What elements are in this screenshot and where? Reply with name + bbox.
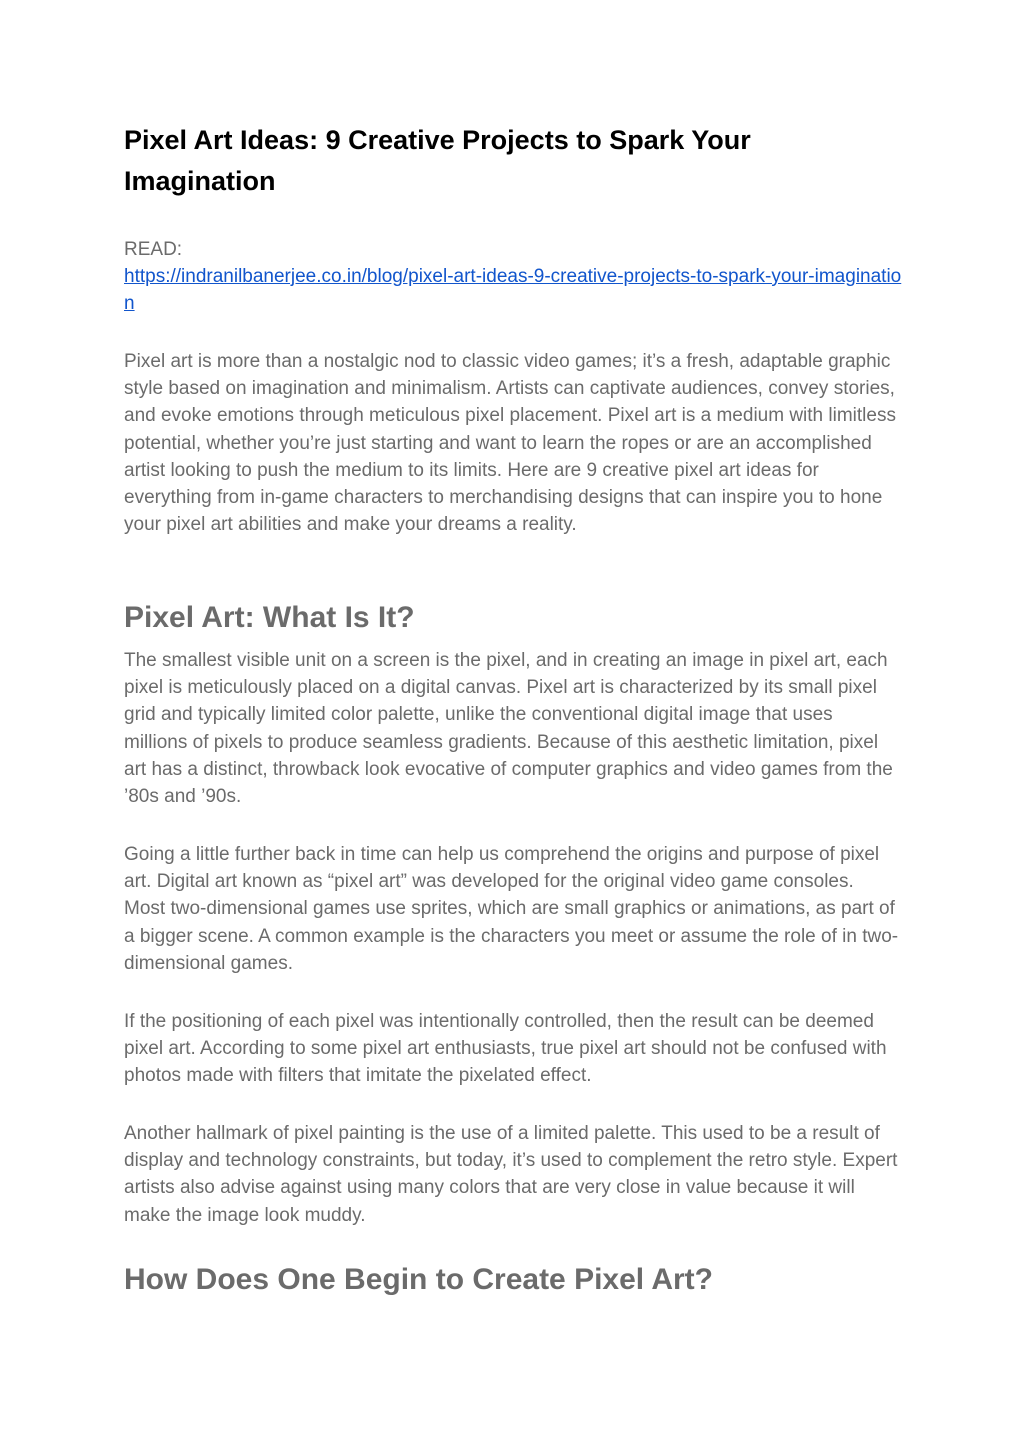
page-title: Pixel Art Ideas: 9 Creative Projects to Spark Your Imagination xyxy=(124,125,751,196)
intro-paragraph: Pixel art is more than a nostalgic nod to classic video games; it’s a fresh, adaptable graphic style based on imagination and minimalism. Artists can captivate audiences, convey stories, and evoke emotions through meticulous pixel placement. Pixel art is a medium with limitless potential, whether you’re just starting and want to learn the ropes or are an accomplished artist looking to push the medium to its limits. Here are 9 creative pixel art ideas for everything from in-game characters to merchandising designs that can inspire you to hone your pixel art abilities and make your dreams a reality. xyxy=(124,351,896,536)
section1-paragraph-4: Another hallmark of pixel painting is the use of a limited palette. This used to be a result of display and technology constraints, but today, it’s used to complement the retro style. Expert artists also advise against using many colors that are very close in value because it will make the image look muddy. xyxy=(124,1123,898,1226)
section1-paragraph-2: Going a little further back in time can help us comprehend the origins and purpose of pixel art. Digital art known as “pixel art” was developed for the original video game consoles. Most two-dimensional games use sprites, which are small graphics or animations, as part of a bigger scene. A common example is the characters you meet or assume the role of in two-dimensional games. xyxy=(124,844,899,974)
article-link[interactable]: https://indranilbanerjee.co.in/blog/pixel-art-ideas-9-creative-projects-to-spark-your-imagination xyxy=(124,266,902,314)
section-heading-how-to-begin: How Does One Begin to Create Pixel Art? xyxy=(124,1263,713,1296)
read-label: READ: xyxy=(124,239,183,260)
section1-paragraph-1: The smallest visible unit on a screen is the pixel, and in creating an image in pixel art, each pixel is meticulously placed on a digital canvas. Pixel art is characterized by its small pixel grid and typically limited color palette, unlike the conventional digital image that uses millions of pixels to produce seamless gradients. Because of this aesthetic limitation, pixel art has a distinct, throwback look evocative of computer graphics and video games from the ’80s and ’90s. xyxy=(124,650,893,808)
read-block xyxy=(124,236,904,317)
section-heading-what-is-it: Pixel Art: What Is It? xyxy=(124,601,415,634)
section1-paragraph-3: If the positioning of each pixel was intentionally controlled, then the result can be deemed pixel art. According to some pixel art enthusiasts, true pixel art should not be confused with photos made with filters that imitate the pixelated effect. xyxy=(124,1011,887,1087)
